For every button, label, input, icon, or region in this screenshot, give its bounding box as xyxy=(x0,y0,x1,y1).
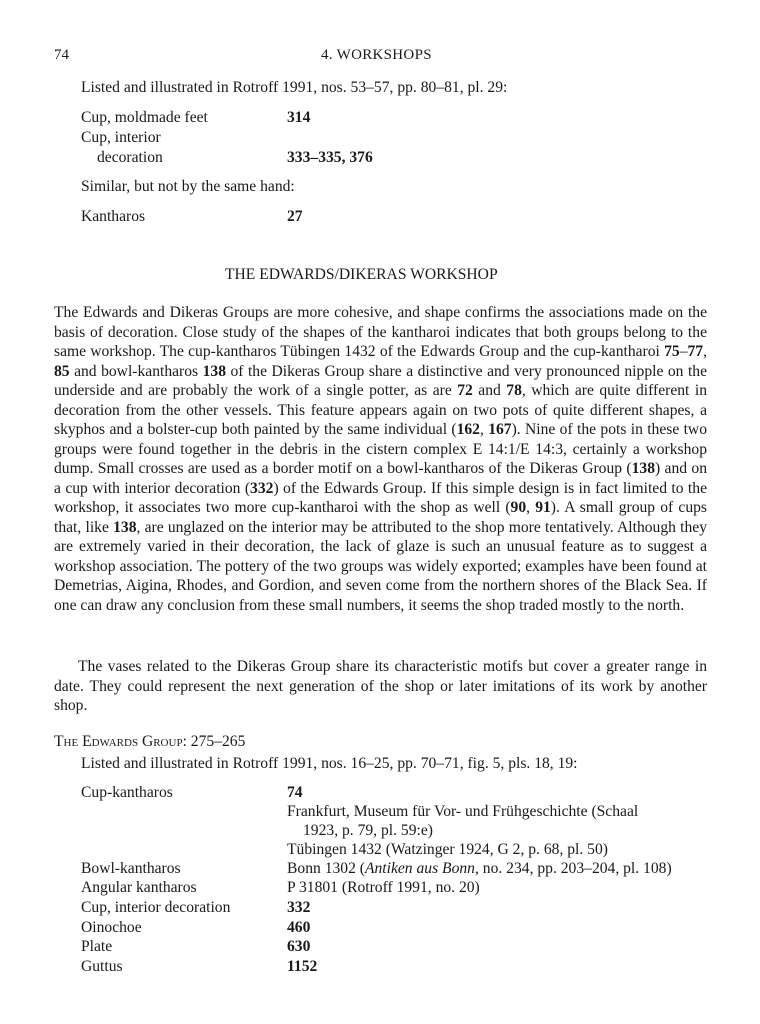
frankfurt-line-2: 1923, p. 79, pl. 59:e) xyxy=(303,822,433,839)
value-plate: 630 xyxy=(287,938,311,955)
row-value-cup-moldmade: 314 xyxy=(287,109,311,126)
listed-line-edwards: Listed and illustrated in Rotroff 1991, nos. 16–25, pp. 70–71, fig. 5, pls. 18, 19: xyxy=(81,755,578,772)
row-value-cup-interior: 333–335, 376 xyxy=(287,149,373,166)
label-guttus: Guttus xyxy=(81,958,123,975)
label-cup-interior-decoration: Cup, interior decoration xyxy=(81,899,231,916)
body-paragraph-2: The vases related to the Dikeras Group share its characteristic motifs but cover a greater range in date. They could represent the next generation of the shop or later imitations of its work by another shop. xyxy=(54,658,707,714)
row-label-kantharos: Kantharos xyxy=(81,208,146,225)
section-heading: THE EDWARDS/DIKERAS WORKSHOP xyxy=(225,266,498,283)
row-label-cup-interior-2: decoration xyxy=(97,149,163,166)
tubingen-line: Tübingen 1432 (Watzinger 1924, G 2, p. 68, pl. 50) xyxy=(287,841,608,858)
label-cup-kantharos: Cup-kantharos xyxy=(81,784,173,801)
value-cup-kantharos: 74 xyxy=(287,784,303,801)
value-guttus: 1152 xyxy=(287,958,318,975)
value-angular-kantharos: P 31801 (Rotroff 1991, no. 20) xyxy=(287,879,480,896)
row-label-cup-interior-1: Cup, interior xyxy=(81,129,161,146)
edwards-group-title: The Edwards Group: 275–265 xyxy=(54,733,246,750)
body-paragraph-1: The Edwards and Dikeras Groups are more cohesive, and shape confirms the associations made on the basis of decoration. Close study of the shapes of the kantharoi indicates that both groups belong to the same workshop. The cup-kantharos Tübingen 1432 of the Edwards Group and the cup-kantharoi 75–77, 85 and bowl-kantharos 138 of the Dikeras Group share a distinctive and very pronounced nipple on the underside and are probably the work of a single potter, as are 72 and 78, which are quite different in decoration from the other vessels. This feature appears again on two pots of quite different shapes, a skyphos and a bolster-cup both painted by the same individual (162, 167). Nine of the pots in these two groups were found together in the debris in the cistern complex E 14:1/E 14:3, certainly a workshop dump. Small crosses are used as a border motif on a bowl-kantharos of the Dikeras Group (138) and on a cup with interior decoration (332) of the Edwards Group. If this simple design is in fact limited to the workshop, it associates two more cup-kantharoi with the shop as well (90, 91). A small group of cups that, like 138, are unglazed on the interior may be attributed to the shop more tentatively. Although they are extremely varied in their decoration, the lack of glaze is such an unusual feature as to suggest a workshop association. The pottery of the two groups was widely exported; examples have been found at Demetrias, Aigina, Rhodes, and Gordion, and seven come from the northern shores of the Black Sea. If one can draw any conclusion from these small numbers, it seems the shop traded mostly to the north. xyxy=(54,304,707,614)
value-oinochoe: 460 xyxy=(287,919,311,936)
value-bowl-kantharos: Bonn 1302 (Antiken aus Bonn, no. 234, pp. 203–204, pl. 108) xyxy=(287,860,672,877)
listed-line-top: Listed and illustrated in Rotroff 1991, nos. 53–57, pp. 80–81, pl. 29: xyxy=(81,79,508,96)
label-plate: Plate xyxy=(81,938,113,955)
value-cup-interior-decoration: 332 xyxy=(287,899,311,916)
frankfurt-line-1: Frankfurt, Museum für Vor- und Frühgeschichte (Schaal xyxy=(287,803,639,820)
label-oinochoe: Oinochoe xyxy=(81,919,142,936)
similar-line: Similar, but not by the same hand: xyxy=(81,178,295,195)
row-value-kantharos: 27 xyxy=(287,208,303,225)
label-bowl-kantharos: Bowl-kantharos xyxy=(81,860,181,877)
label-angular-kantharos: Angular kantharos xyxy=(81,879,197,896)
running-title: 4. WORKSHOPS xyxy=(321,47,432,63)
row-label-cup-moldmade: Cup, moldmade feet xyxy=(81,109,208,126)
page-number: 74 xyxy=(54,47,69,63)
